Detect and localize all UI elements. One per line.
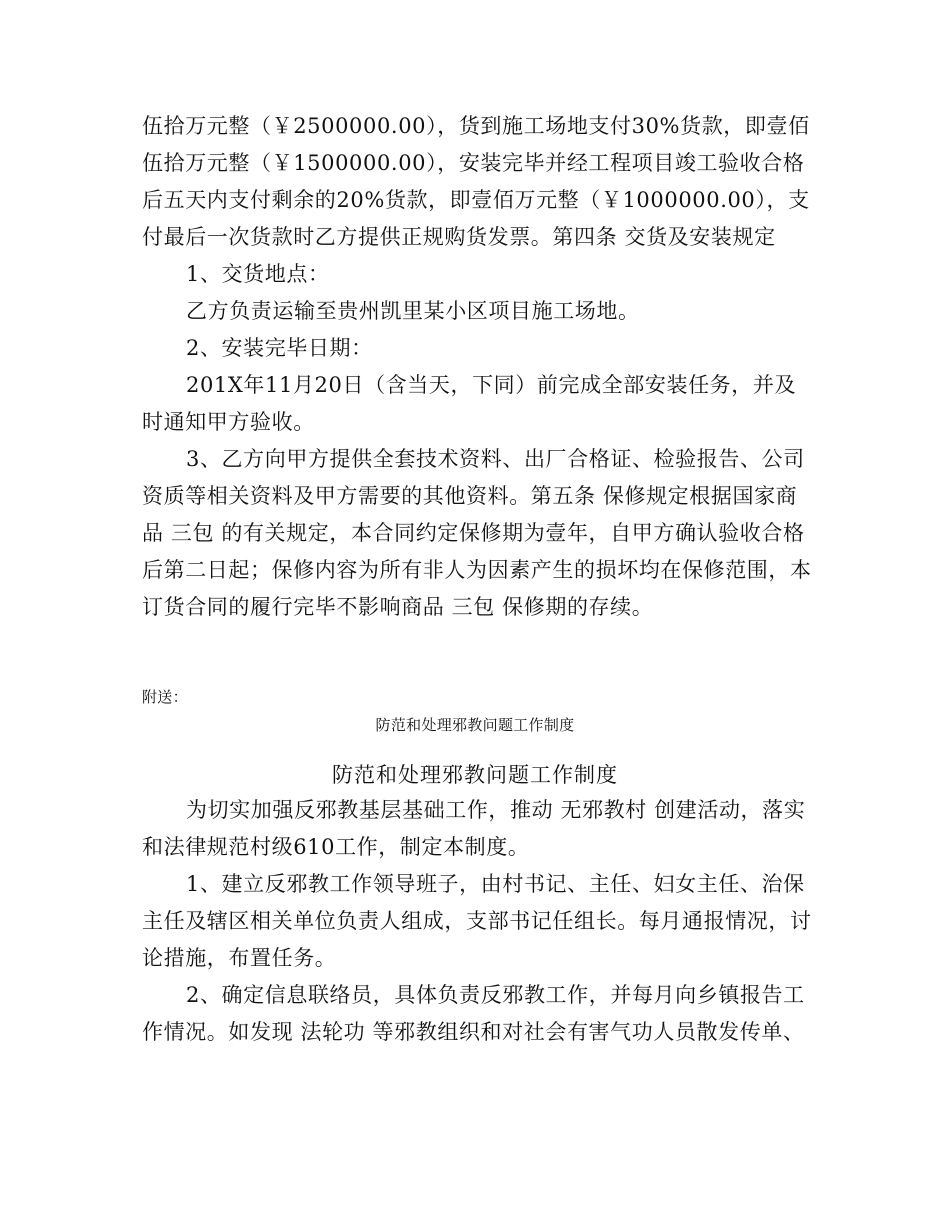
documents-warranty-paragraph: 3、乙方向甲方提供全套技术资料、出厂合格证、检验报告、公司资质等相关资料及甲方需要的其他资料。第五条 保修规定根据国家商品 三包 的有关规定，本合同约定保修期为壹年，自甲方确认验收合格后第二日起；保修内容为所有非人为因素产生的损坏均在保修范围，本订货合同的履行完毕不影响商品 三包 保修期的存续。 [142,447,812,619]
appendix-item-2-paragraph: 2、确定信息联络员，具体负责反邪教工作，并每月向乡镇报告工作情况。如发现 法轮功 等邪教组织和对社会有害气功人员散发传单、 [142,983,805,1044]
appendix-label: 附送： [142,688,188,706]
appendix-small-title: 防范和处理邪教问题工作制度 [375,716,575,734]
installation-date-heading: 2、安装完毕日期： [186,336,373,360]
appendix-title: 防范和处理邪教问题工作制度 [332,763,618,787]
delivery-location-paragraph: 乙方负责运输至贵州凯里某小区项目施工场地。 [186,299,640,323]
appendix-intro-paragraph: 为切实加强反邪教基层基础工作，推动 无邪教村 创建活动，落实和法律规范村级610工作，制定本制度。 [142,798,806,859]
delivery-location-heading: 1、交货地点： [186,262,330,286]
installation-date-paragraph: 201X年11月20日（含当天，下同）前完成全部安装任务，并及时通知甲方验收。 [142,373,797,434]
contract-payment-paragraph: 伍拾万元整（￥2500000.00），货到施工场地支付30%货款，即壹佰伍拾万元整（￥1500000.00），安装完毕并经工程项目竣工验收合格后五天内支付剩余的20%货款，即壹佰万元整（￥1000000.00），支付最后一次货款时乙方提供正规购货发票。第四条 交货及安装规定 [142,114,810,249]
appendix-item-1-paragraph: 1、建立反邪教工作领导班子，由村书记、主任、妇女主任、治保主任及辖区相关单位负责人组成，支部书记任组长。每月通报情况，讨论措施，布置任务。 [142,872,812,970]
